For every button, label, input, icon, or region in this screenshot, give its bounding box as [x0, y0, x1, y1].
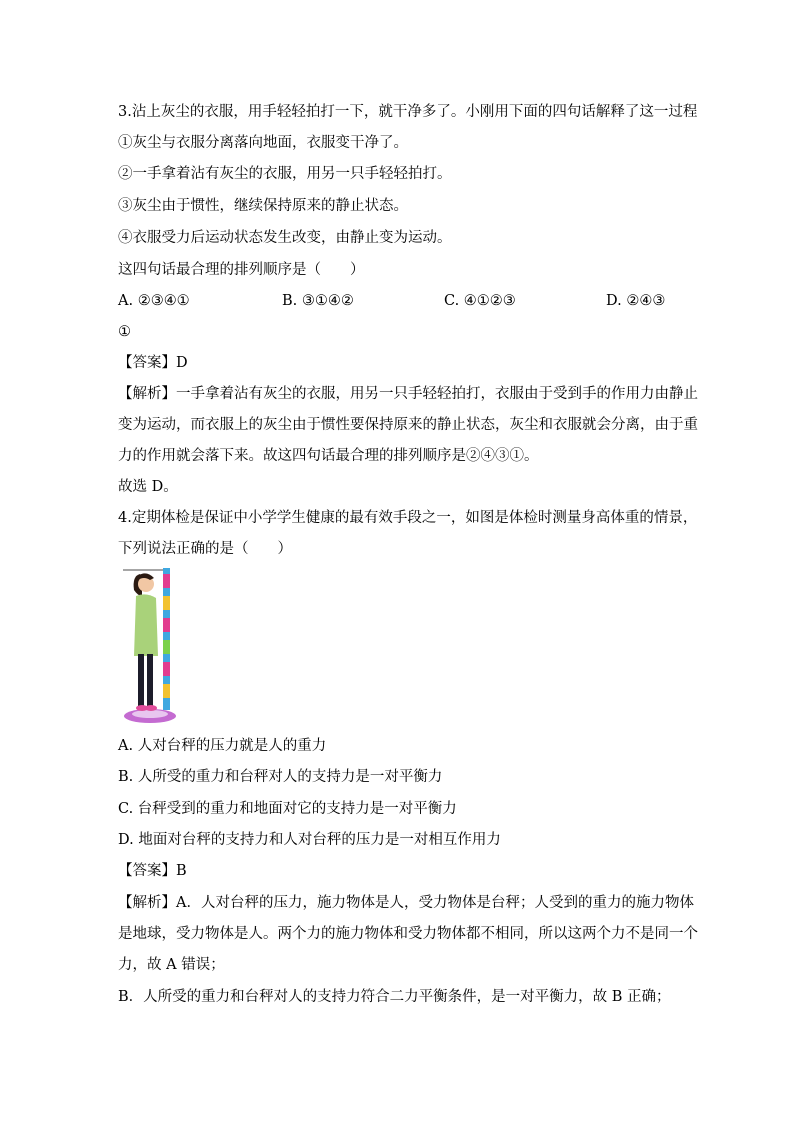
- q3-stem: 3.沾上灰尘的衣服，用手轻轻拍打一下，就干净多了。小刚用下面的四句话解释了这一过程: [118, 104, 698, 120]
- q3-option-a: A. ②③④①: [118, 293, 190, 309]
- q3-option-d-cont: ①: [118, 324, 131, 340]
- q3-answer: 【答案】D: [118, 355, 188, 371]
- q4-option-d: D. 地面对台秤的支持力和人对台秤的压力是一对相互作用力: [118, 832, 501, 848]
- q3-explanation-4: 故选 D。: [118, 479, 178, 495]
- q3-explanation-1: 【解析】一手拿着沾有灰尘的衣服，用另一只手轻轻拍打，衣服由于受到手的作用力由静止: [118, 386, 698, 402]
- q4-option-c: C. 台秤受到的重力和地面对它的支持力是一对平衡力: [118, 801, 457, 817]
- q3-explanation-2: 变为运动，而衣服上的灰尘由于惯性要保持原来的静止状态，灰尘和衣服就会分离，由于重: [118, 417, 698, 433]
- q4-explanation-3: 力，故 A 错误；: [118, 957, 225, 973]
- q4-stem-2: 下列说法正确的是（ ）: [118, 541, 292, 557]
- q3-explanation-3: 力的作用就会落下来。故这四句话最合理的排列顺序是②④③①。: [118, 448, 539, 464]
- q3-statement-2: ②一手拿着沾有灰尘的衣服，用另一只手轻轻拍打。: [118, 166, 452, 182]
- q3-statement-3: ③灰尘由于惯性，继续保持原来的静止状态。: [118, 198, 408, 214]
- q4-option-a: A. 人对台秤的压力就是人的重力: [118, 738, 327, 754]
- q4-option-b: B. 人所受的重力和台秤对人的支持力是一对平衡力: [118, 769, 443, 785]
- q4-explanation-2: 是地球，受力物体是人。两个力的施力物体和受力物体都不相同，所以这两个力不是同一个: [118, 926, 698, 942]
- q4-explanation-4: B．人所受的重力和台秤对人的支持力符合二力平衡条件，是一对平衡力，故 B 正确；: [118, 989, 671, 1005]
- q3-statement-4: ④衣服受力后运动状态发生改变，由静止变为运动。: [118, 230, 452, 246]
- q4-explanation-1: 【解析】A．人对台秤的压力，施力物体是人，受力物体是台秤；人受到的重力的施力物体: [118, 895, 694, 911]
- q4-answer: 【答案】B: [118, 863, 187, 879]
- q3-option-c: C. ④①②③: [444, 293, 516, 309]
- q3-option-d: D. ②④③: [606, 293, 666, 309]
- q3-question: 这四句话最合理的排列顺序是（ ）: [118, 262, 365, 278]
- q3-option-b: B. ③①④②: [282, 293, 354, 309]
- q3-statement-1: ①灰尘与衣服分离落向地面，衣服变干净了。: [118, 135, 408, 151]
- q4-stem-1: 4.定期体检是保证中小学学生健康的最有效手段之一，如图是体检时测量身高体重的情景，: [118, 510, 698, 526]
- height-weight-scale-figure: [120, 566, 180, 726]
